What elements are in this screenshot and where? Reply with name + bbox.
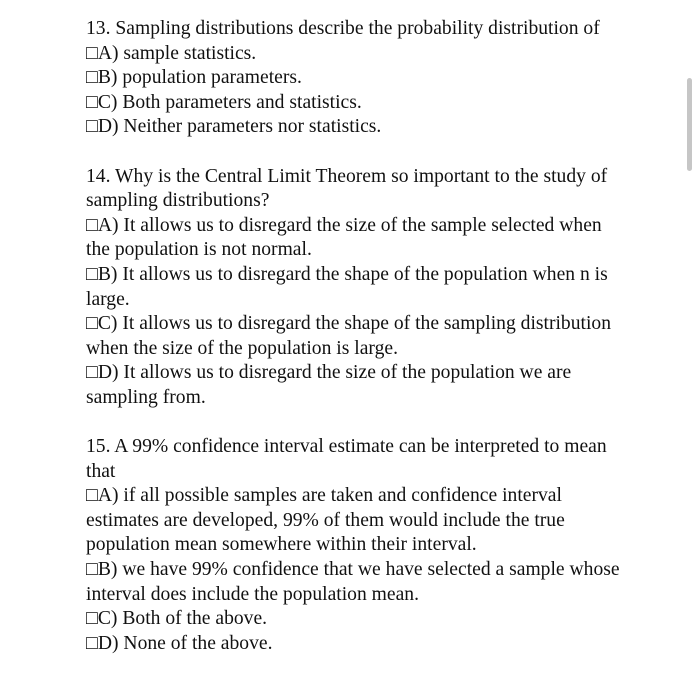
checkbox-icon[interactable]: □ — [86, 263, 98, 285]
option-text: A) if all possible samples are taken and confidence interval estimates are developed, 99% of them would include the true population mean somewhere within their interval. — [86, 485, 565, 556]
checkbox-icon[interactable]: □ — [86, 362, 98, 384]
option-text: C) Both of the above. — [97, 608, 268, 630]
option-text: C) Both parameters and statistics. — [97, 91, 362, 113]
option-d[interactable] — [86, 632, 626, 657]
option-text: A) It allows us to disregard the size of the sample selected when the population is not normal. — [86, 214, 602, 261]
option-a[interactable] — [86, 42, 626, 67]
option-a[interactable] — [86, 484, 626, 558]
option-text: C) It allows us to disregard the shape of the sampling distribution when the size of the population is large. — [86, 313, 612, 359]
option-text: B) It allows us to disregard the shape of the population when n is large. — [86, 263, 608, 310]
option-c[interactable] — [86, 607, 626, 632]
checkbox-icon[interactable]: □ — [86, 116, 98, 138]
checkbox-icon[interactable]: □ — [86, 214, 98, 236]
question-14 — [86, 165, 626, 411]
checkbox-icon[interactable]: □ — [86, 91, 98, 113]
option-a[interactable] — [86, 214, 626, 263]
option-text: A) sample statistics. — [97, 42, 257, 64]
checkbox-icon[interactable]: □ — [86, 42, 98, 64]
option-d[interactable] — [86, 361, 626, 410]
checkbox-icon[interactable]: □ — [86, 67, 98, 89]
document-body — [86, 17, 626, 656]
checkbox-icon[interactable]: □ — [86, 313, 98, 335]
checkbox-icon[interactable]: □ — [86, 559, 98, 581]
question-stem: 13. Sampling distributions describe the probability distribution of — [86, 18, 600, 39]
option-b[interactable] — [86, 66, 626, 91]
option-d[interactable] — [86, 115, 626, 140]
question-15 — [86, 435, 626, 656]
checkbox-icon[interactable]: □ — [86, 485, 98, 507]
checkbox-icon[interactable]: □ — [86, 608, 98, 630]
vertical-scrollbar[interactable] — [687, 78, 692, 171]
option-b[interactable] — [86, 558, 626, 607]
option-c[interactable] — [86, 312, 626, 361]
option-text: B) we have 99% confidence that we have selected a sample whose interval does include the population mean. — [86, 559, 620, 605]
question-stem: 14. Why is the Central Limit Theorem so important to the study of sampling distributions? — [86, 165, 608, 212]
option-text: D) None of the above. — [97, 632, 273, 654]
option-text: B) population parameters. — [97, 67, 302, 89]
option-text: D) Neither parameters nor statistics. — [97, 116, 382, 138]
option-c[interactable] — [86, 91, 626, 116]
checkbox-icon[interactable]: □ — [86, 632, 98, 654]
option-text: D) It allows us to disregard the size of the population we are sampling from. — [86, 362, 572, 408]
option-b[interactable] — [86, 263, 626, 312]
question-13 — [86, 17, 626, 140]
question-stem: 15. A 99% confidence interval estimate can be interpreted to mean that — [86, 436, 607, 482]
